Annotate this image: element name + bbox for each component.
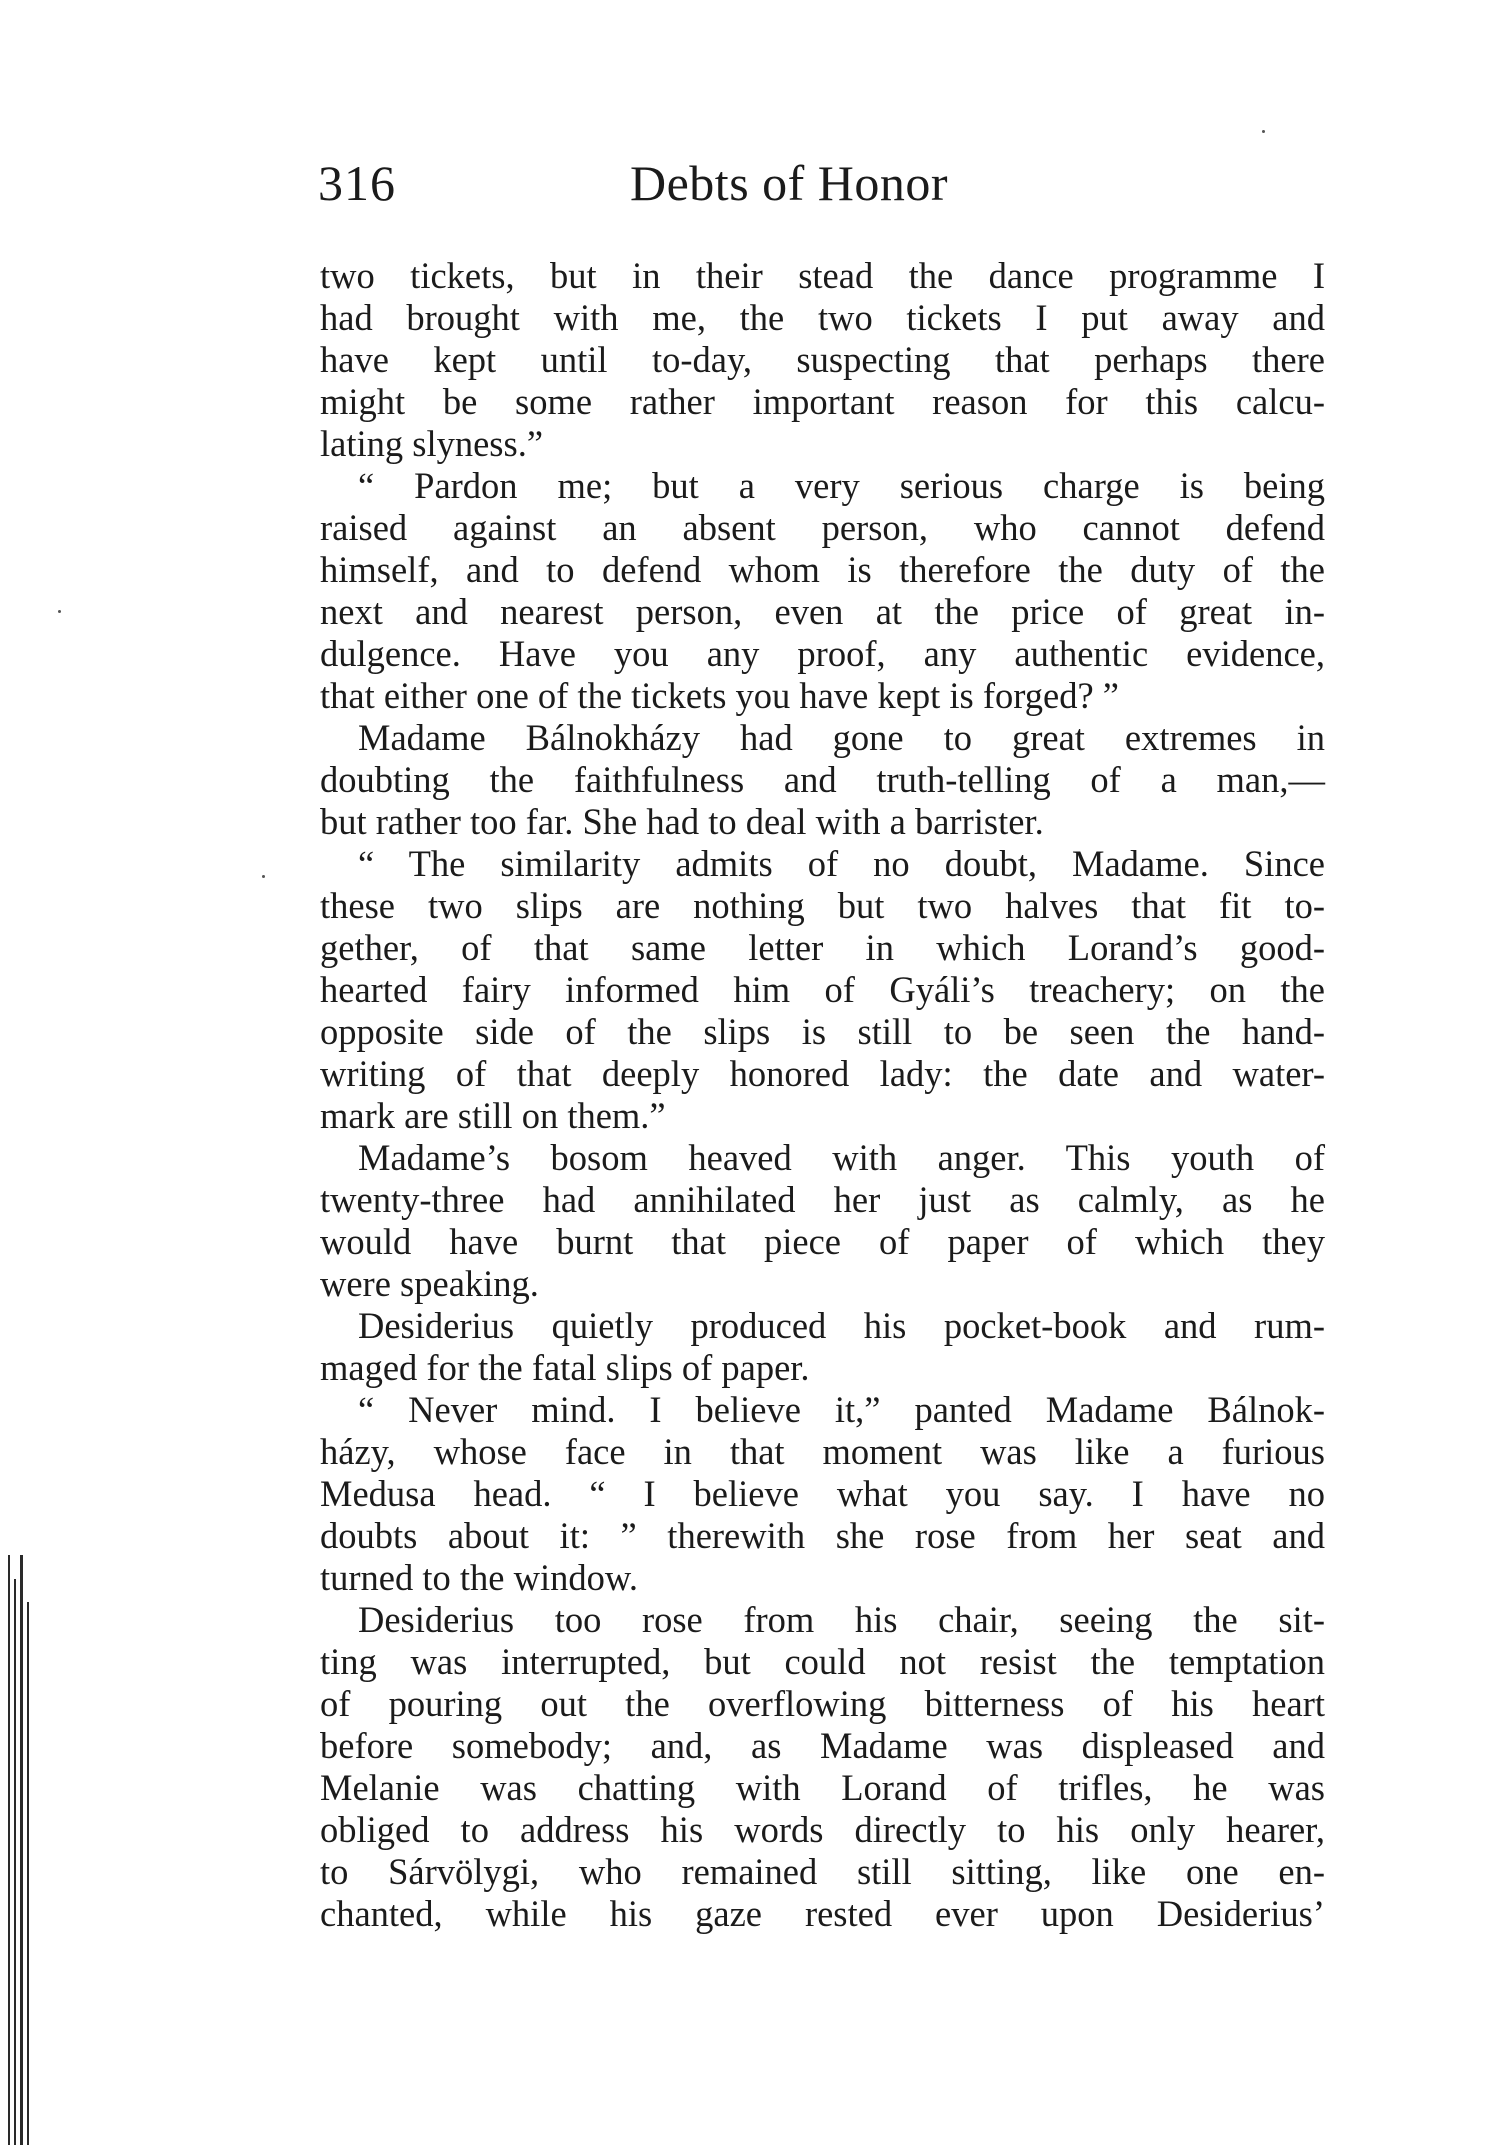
text-line: turned to the window. [320,1557,638,1598]
binding-line [14,1579,16,2145]
text-line: ting was interrupted, but could not resist the temptation [320,1641,1325,1682]
text-line: had brought with me, the two tickets I put away and [320,297,1325,338]
text-line: házy, whose face in that moment was like a furious [320,1431,1325,1472]
text-line: hearted fairy informed him of Gyáli’s treachery; on the [320,969,1325,1010]
text-line: gether, of that same letter in which Lorand’s good- [320,927,1325,968]
running-title: Debts of Honor [630,155,949,211]
text-line: of pouring out the overflowing bitterness of his heart [320,1683,1325,1724]
text-line: two tickets, but in their stead the dance programme I [320,255,1325,296]
binding-edge [0,1555,34,2145]
text-line: “ Pardon me; but a very serious charge is being [358,465,1325,506]
text-line: maged for the fatal slips of paper. [320,1347,810,1388]
text-line: doubting the faithfulness and truth-telling of a man,— [320,759,1325,800]
text-line: obliged to address his words directly to his only hearer, [320,1809,1325,1850]
page-number: 316 [318,155,396,211]
text-line: have kept until to-day, suspecting that perhaps there [320,339,1325,380]
text-line: might be some rather important reason for this calcu- [320,381,1325,422]
text-line: twenty-three had annihilated her just as calmly, as he [320,1179,1325,1220]
text-line: raised against an absent person, who cannot defend [320,507,1325,548]
text-line: would have burnt that piece of paper of which they [320,1221,1325,1262]
text-line: himself, and to defend whom is therefore the duty of the [320,549,1325,590]
text-line: doubts about it: ” therewith she rose from her seat and [320,1515,1325,1556]
binding-line [20,1555,23,2145]
binding-line [27,1602,29,2145]
text-line: next and nearest person, even at the price of great in- [320,591,1325,632]
text-line: that either one of the tickets you have kept is forged? ” [320,675,1120,716]
text-line: opposite side of the slips is still to be seen the hand- [320,1011,1325,1052]
text-line: before somebody; and, as Madame was displeased and [320,1725,1325,1766]
text-line: Madame’s bosom heaved with anger. This youth of [358,1137,1325,1178]
text-line: dulgence. Have you any proof, any authentic evidence, [320,633,1325,674]
text-line: lating slyness.” [320,423,544,464]
text-line: but rather too far. She had to deal with a barrister. [320,801,1044,842]
text-line: these two slips are nothing but two halves that fit to- [320,885,1325,926]
page-header [318,154,1318,214]
text-line: chanted, while his gaze rested ever upon Desiderius’ [320,1893,1325,1934]
text-line: to Sárvölygi, who remained still sitting, like one en- [320,1851,1325,1892]
text-line: mark are still on them.” [320,1095,666,1136]
text-line: “ Never mind. I believe it,” panted Madame Bálnok- [358,1389,1325,1430]
text-line: Desiderius too rose from his chair, seeing the sit- [358,1599,1325,1640]
text-line: Medusa head. “ I believe what you say. I have no [320,1473,1325,1514]
paper-speck [58,610,61,613]
text-line: writing of that deeply honored lady: the date and water- [320,1053,1325,1094]
text-line: Melanie was chatting with Lorand of trifles, he was [320,1767,1325,1808]
paper-speck [1262,130,1265,133]
text-line: Desiderius quietly produced his pocket-book and rum- [358,1305,1325,1346]
text-line: “ The similarity admits of no doubt, Madame. Since [358,843,1325,884]
text-line: were speaking. [320,1263,539,1304]
body-text [320,255,1325,1935]
binding-line [8,1555,10,2145]
paper-speck [262,875,265,878]
text-line: Madame Bálnokházy had gone to great extremes in [358,717,1325,758]
